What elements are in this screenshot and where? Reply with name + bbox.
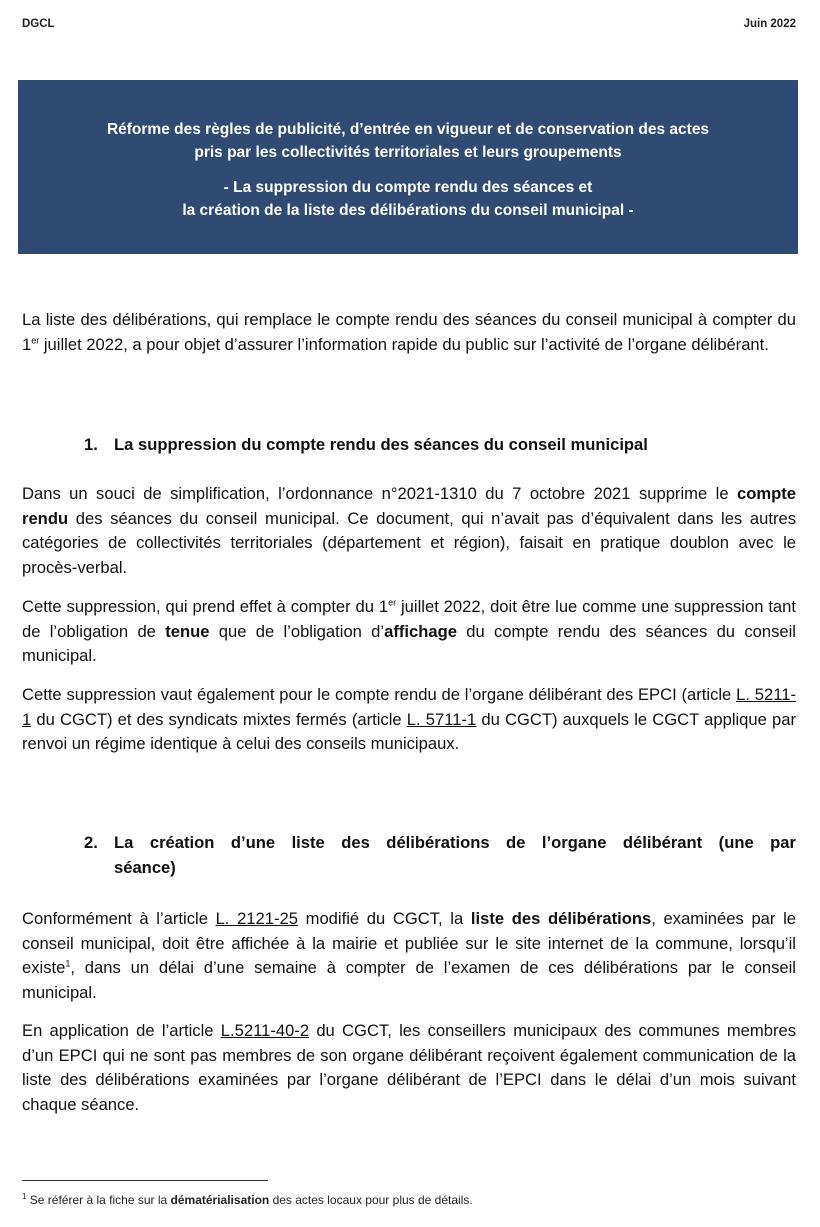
banner-subtitle-line2: la création de la liste des délibérations du conseil municipal - [182,202,634,219]
article-link-l2121-25[interactable]: L. 2121-25 [215,909,298,928]
footnote-divider [22,1180,268,1181]
header-left: DGCL [22,18,55,30]
article-link-l5211-1[interactable]: L. 5211-1 [22,685,796,729]
section2-paragraph1: Conformément à l’article L. 2121-25 modifié du CGCT, la liste des délibérations, examinées par le conseil municipal, doit être affichée à la mairie et publiée sur le site internet de la commune, lorsqu’il existe$^1$, dans un délai d’une semaine à compter de l’examen de ces délibérations par le conseil municipal. [22,909,796,1002]
section1-number: 1. [84,435,98,454]
section2-number: 2. [84,833,98,852]
banner-title-line2: pris par les collectivités territoriales et leurs groupements [194,144,622,161]
section1-paragraph3: Cette suppression vaut également pour le compte rendu de l’organe délibérant des EPCI (article L. 5211-1 du CGCT) et des syndicats mixtes fermés (article L. 5711-1 du CGCT) auxquels le CGCT applique par renvoi un régime identique à celui des conseils municipaux. [22,685,797,753]
footnote: $^1$ Se référer à la fiche sur la dématérialisation des actes locaux pour plus de détails. [22,1192,473,1207]
banner-title-line1: Réforme des règles de publicité, d’entrée en vigueur et de conservation des actes [106,121,710,138]
section1-title: La suppression du compte rendu des séances du conseil municipal [114,435,648,454]
banner-subtitle-line1: - La suppression du compte rendu des séances et [223,179,593,196]
article-link-l5211-40-2[interactable]: L.5211-40-2 [220,1021,310,1040]
title-banner [18,80,798,254]
section2-title: La création d’une liste des délibérations de l’organe délibérant (une par [114,833,796,852]
section1-heading [84,433,796,458]
section2-heading-cont: séance) [114,858,176,877]
footnote-ref[interactable]: 1 [65,958,71,969]
section1-paragraph2: Cette suppression, qui prend effet à compter du 1er juillet 2022, doit être lue comme une suppression tant de l’obligation de tenue que de l’obligation d’affichage du compte rendu des séances du conseil municipal. [22,597,796,665]
intro-paragraph: La liste des délibérations, qui remplace le compte rendu des séances du conseil municipal à compter du 1er juillet 2022, a pour objet d’assurer l’information rapide du public sur l’activité de l’organe délibérant. [22,310,796,354]
section1-paragraph1: Dans un souci de simplification, l’ordonnance n°2021-1310 du 7 octobre 2021 supprime le compte rendu des séances du conseil municipal. Ce document, qui n’avait pas d’équivalent dans les autres catégories de collectivités territoriales (département et région), faisait en pratique doublon avec le procès-verbal. [22,484,796,577]
header-date: Juin 2022 [743,18,796,30]
article-link-l5711-1[interactable]: L. 5711-1 [406,709,477,729]
section2-paragraph2: En application de l’article L.5211-40-2 du CGCT, les conseillers municipaux des communes membres d’un EPCI qui ne sont pas membres de son organe délibérant reçoivent également communication de la liste des délibérations examinées par l’organe délibérant de l’EPCI dans le délai d’un mois suivant chaque séance. [22,1021,797,1114]
section2-heading [84,831,796,856]
